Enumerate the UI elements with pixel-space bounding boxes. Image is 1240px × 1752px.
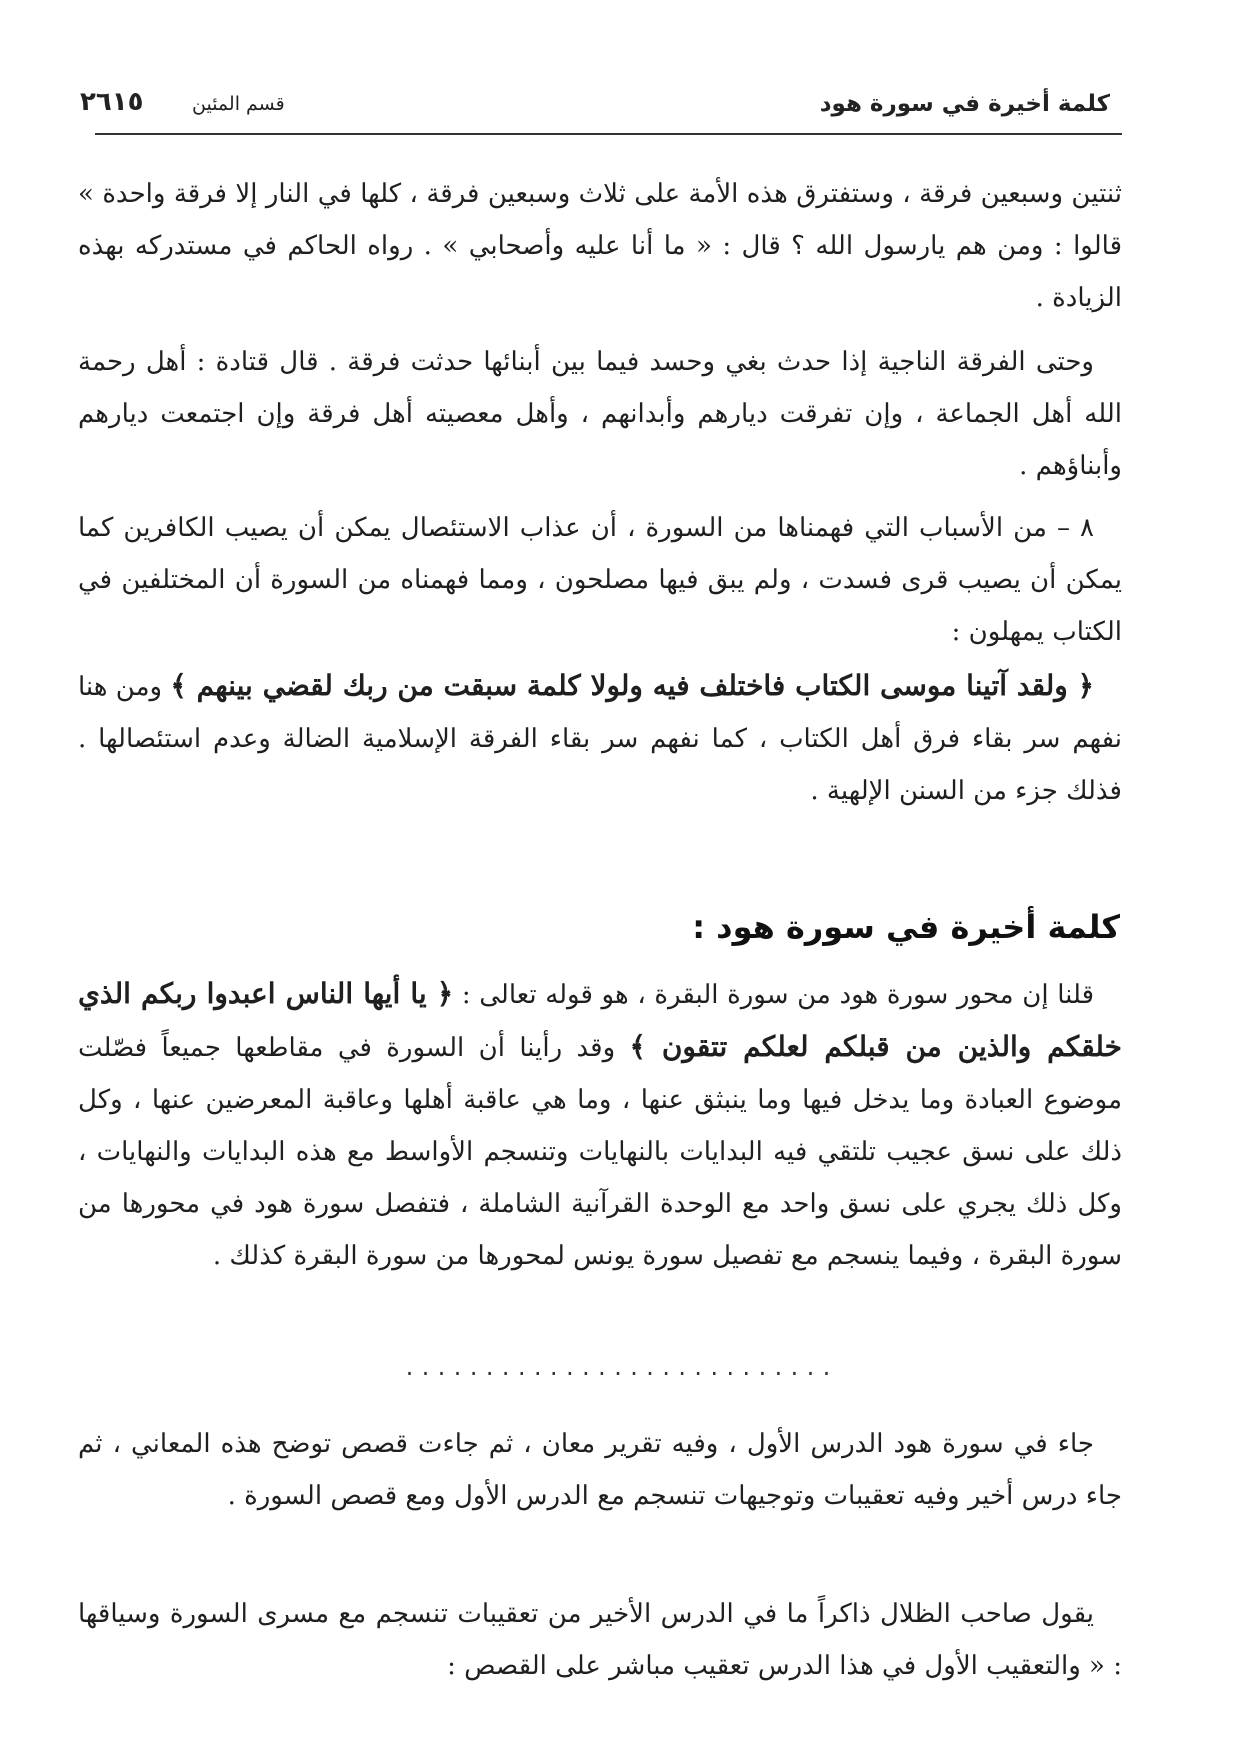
running-header (80, 85, 1110, 129)
paragraph-7: يقول صاحب الظلال ذاكراً ما في الدرس الأخير من تعقيبات تنسجم مع مسرى السورة وسياقها : « والتعقيب الأول في هذا الدرس تعقيب مباشر على القصص : (78, 1599, 1122, 1681)
paragraph-6: جاء في سورة هود الدرس الأول ، وفيه تقرير معان ، ثم جاءت قصص توضح هذه المعاني ، ثم جاء درس أخير وفيه تعقيبات وتوجيهات تنسجم مع الدرس الأول ومع قصص السورة . (78, 1429, 1122, 1511)
paragraph-2: وحتى الفرقة الناجية إذا حدث بغي وحسد فيما بين أبنائها حدثت فرقة . قال قتادة : أهل رحمة الله أهل الجماعة ، وإن تفرقت ديارهم وأبدانهم ، وأهل معصيته أهل فرقة وإن اجتمعت ديارهم وأبناؤهم . (78, 347, 1122, 481)
quran-verse: ﴿ ولقد آتينا موسى الكتاب فاختلف فيه ولولا كلمة سبقت من ربك لقضي بينهم ﴾ (170, 669, 1094, 702)
paragraph-5-intro: قلنا إن محور سورة هود من سورة البقرة ، هو قوله تعالى : (453, 980, 1094, 1010)
section-heading: كلمة أخيرة في سورة هود : (692, 908, 1120, 946)
header-title: كلمة أخيرة في سورة هود (819, 91, 1110, 117)
verse-commentary: ومن هنا نفهم سر بقاء فرق أهل الكتاب ، كما نفهم سر بقاء الفرقة الإسلامية الضالة وعدم استئصالها . فذلك جزء من السنن الإلهية . (78, 672, 1122, 806)
dotted-separator: ........................... (403, 1356, 837, 1380)
paragraph-5-rest: وقد رأينا أن السورة في مقاطعها جميعاً فصّلت موضوع العبادة وما يدخل فيها وما ينبثق عنها ، وما هي عاقبة أهلها وعاقبة المعرضين عنها ، وكل ذلك على نسق عجيب تلتقي فيه البدايات بالنهايات وتنسجم الأواسط مع هذه البدايات والنهايات ، وكل ذلك يجري على نسق واحد مع الوحدة القرآنية الشاملة ، فتفصل سورة هود في محورها من سورة البقرة ، وفيما ينسجم مع تفصيل سورة يونس لمحورها من سورة البقرة كذلك . (78, 1033, 1122, 1271)
text-block-verse (78, 660, 1122, 817)
paragraph-5 (78, 968, 1122, 1282)
text-block-final-word (78, 968, 1122, 1282)
paragraph-4 (78, 660, 1122, 817)
text-block-qatada (78, 336, 1122, 492)
page-number: ٢٦١٥ (80, 87, 144, 117)
text-block-point-8 (78, 502, 1122, 658)
text-block-zilal (78, 1588, 1122, 1692)
quran-verse-2: ﴿ يا أيها الناس اعبدوا ربكم الذي خلقكم والذين من قبلكم لعلكم تتقون ﴾ (78, 977, 1122, 1063)
header-divider (95, 133, 1122, 135)
paragraph-1: ثنتين وسبعين فرقة ، وستفترق هذه الأمة على ثلاث وسبعين فرقة ، كلها في النار إلا فرقة واحدة » قالوا : ومن هم يارسول الله ؟ قال : « ما أنا عليه وأصحابي » . رواه الحاكم في مستدركه بهذه الزيادة . (78, 179, 1122, 313)
header-section-name: قسم المئين (192, 93, 285, 115)
text-block-top (78, 168, 1122, 324)
paragraph-3: ٨ – من الأسباب التي فهمناها من السورة ، أن عذاب الاستئصال يمكن أن يصيب الكافرين كما يمكن أن يصيب قرى فسدت ، ولم يبق فيها مصلحون ، ومما فهمناه من السورة أن المختلفين في الكتاب يمهلون : (78, 513, 1122, 647)
text-block-lessons (78, 1418, 1122, 1522)
